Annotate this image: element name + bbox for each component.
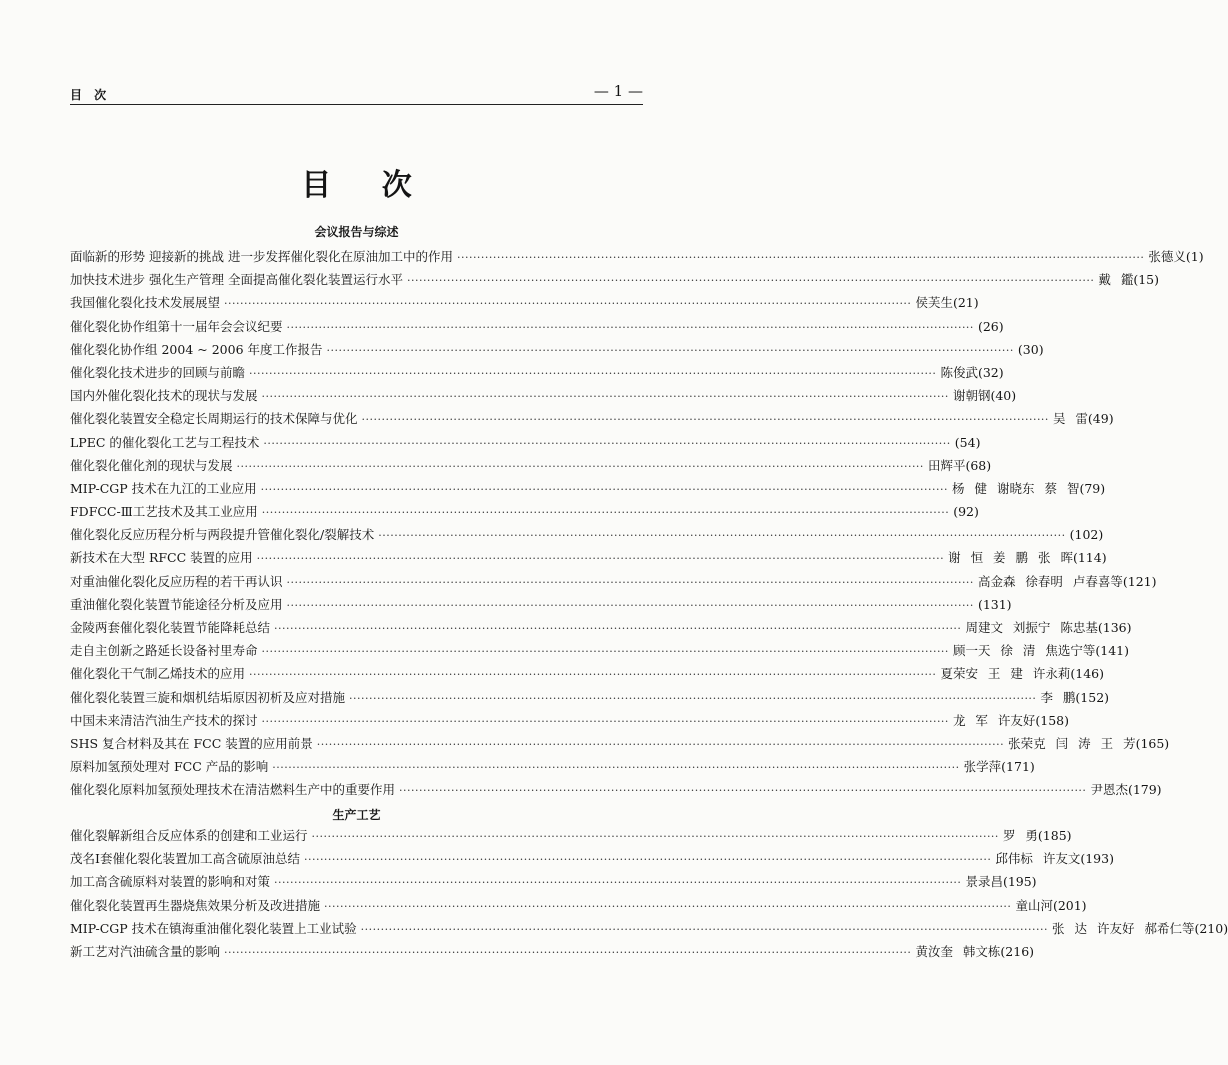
toc-entry-author-page: 尹恩杰(179) bbox=[1090, 782, 1162, 798]
toc-entry-title: 催化裂化协作组第十一届年会会议纪要 bbox=[70, 318, 283, 334]
toc-entry-title: 加快技术进步 强化生产管理 全面提高催化裂化装置运行水平 bbox=[70, 272, 403, 288]
toc-entry-title: 面临新的形势 迎接新的挑战 进一步发挥催化裂化在原油加工中的作用 bbox=[70, 249, 453, 264]
dot-leader bbox=[249, 663, 936, 686]
toc-entry-author-page: 黄汝奎 韩文栋(216) bbox=[915, 943, 1035, 959]
toc-entry[interactable] bbox=[70, 593, 1012, 616]
dot-leader bbox=[287, 594, 974, 617]
running-header bbox=[70, 80, 643, 106]
toc-entry-author-page: 童山河(201) bbox=[1015, 897, 1087, 913]
dot-leader bbox=[257, 547, 944, 570]
toc-entry-title: 原料加氢预处理对 FCC 产品的影响 bbox=[70, 759, 269, 775]
toc-entry-author-page: 张 达 许友好 郝希仁等(210) bbox=[1052, 920, 1228, 936]
section-heading-process: 生产工艺 bbox=[332, 808, 381, 822]
toc-entry-author-page: 张荣克 闫 涛 王 芳(165) bbox=[1008, 735, 1170, 751]
toc-entry[interactable] bbox=[70, 338, 1044, 361]
toc-entry-title: 茂名Ⅰ套催化裂化装置加工高含硫原油总结 bbox=[70, 851, 300, 867]
toc-entry-author-page: 吴 雷(49) bbox=[1052, 411, 1114, 427]
toc-entry-title: 新技术在大型 RFCC 装置的应用 bbox=[70, 550, 253, 566]
toc-entry[interactable] bbox=[70, 361, 1004, 384]
dot-leader bbox=[262, 501, 949, 524]
dot-leader bbox=[287, 571, 974, 594]
toc-entry-title: 催化裂化原料加氢预处理技术在清洁燃料生产中的重要作用 bbox=[70, 782, 396, 798]
toc-entry-author-page: (26) bbox=[977, 318, 1004, 334]
dot-leader bbox=[262, 385, 949, 408]
dot-leader bbox=[272, 756, 959, 779]
toc-entry-title: MIP-CGP 技术在九江的工业应用 bbox=[70, 480, 257, 496]
toc-entry-title: 国内外催化裂化技术的现状与发展 bbox=[70, 388, 258, 404]
toc-entry[interactable] bbox=[70, 384, 1017, 407]
dot-leader bbox=[261, 478, 948, 501]
dot-leader bbox=[237, 455, 924, 478]
toc-entry-title: 中国未来清洁汽油生产技术的探讨 bbox=[70, 712, 258, 728]
toc-entry-title: 走自主创新之路延长设备衬里寿命 bbox=[70, 643, 258, 659]
toc-entry-title: 催化裂化装置安全稳定长周期运行的技术保障与优化 bbox=[70, 411, 358, 427]
toc-entry-author-page: 夏荣安 王 建 许永莉(146) bbox=[940, 666, 1104, 682]
toc-entry-author-page: 李 鹏(152) bbox=[1040, 689, 1110, 705]
dot-leader bbox=[274, 617, 961, 640]
toc-entry-author-page: 陈俊武(32) bbox=[940, 364, 1004, 380]
section-heading-reports: 会议报告与综述 bbox=[314, 225, 399, 239]
header-rule bbox=[70, 104, 643, 105]
toc-entry-title: 我国催化裂化技术发展展望 bbox=[70, 295, 221, 311]
toc-entry-title: 催化裂化装置三旋和烟机结垢原因初析及应对措施 bbox=[70, 689, 346, 705]
toc-entry[interactable] bbox=[70, 917, 1228, 940]
toc-entry[interactable] bbox=[70, 431, 981, 454]
toc-entry[interactable] bbox=[70, 709, 1069, 732]
toc-entry-title: 加工高含硫原料对装置的影响和对策 bbox=[70, 874, 271, 890]
toc-entry-title: SHS 复合材料及其在 FCC 装置的应用前景 bbox=[70, 735, 313, 751]
toc-entry[interactable] bbox=[70, 639, 1129, 662]
dot-leader bbox=[304, 848, 991, 871]
toc-entry-author-page: 张学萍(171) bbox=[963, 759, 1035, 775]
toc-entry[interactable] bbox=[70, 454, 992, 477]
dot-leader bbox=[287, 316, 974, 339]
toc-entry-author-page: 邱伟标 许友文(193) bbox=[995, 851, 1114, 867]
dot-leader bbox=[457, 246, 1144, 269]
dot-leader bbox=[317, 733, 1004, 756]
toc-entry-author-page: (92) bbox=[953, 504, 979, 520]
toc-entry[interactable] bbox=[70, 894, 1087, 917]
dot-leader bbox=[407, 269, 1094, 292]
toc-entry[interactable] bbox=[70, 407, 1114, 430]
toc-entry-title: 金陵两套催化裂化装置节能降耗总结 bbox=[70, 620, 271, 635]
toc-entry-author-page: (102) bbox=[1069, 527, 1104, 543]
toc-list-process bbox=[70, 824, 1228, 963]
toc-entry[interactable] bbox=[70, 546, 1107, 569]
toc-entry[interactable] bbox=[70, 662, 1104, 685]
toc-entry-author-page: 周建文 刘振宁 陈忠基(136) bbox=[965, 620, 1132, 635]
toc-entry-author-page: 戴 鑑(15) bbox=[1098, 272, 1160, 288]
dot-leader bbox=[312, 825, 999, 848]
dot-leader bbox=[224, 292, 911, 315]
toc-entry[interactable] bbox=[70, 268, 1160, 291]
toc-entry[interactable] bbox=[70, 291, 979, 314]
toc-entry-title: 催化裂化反应历程分析与两段提升管催化裂化/裂解技术 bbox=[70, 527, 375, 543]
toc-entry[interactable] bbox=[70, 940, 1035, 963]
toc-entry-title: FDFCC-Ⅲ工艺技术及其工业应用 bbox=[70, 504, 258, 520]
toc-entry-author-page: 顾一天 徐 清 焦选宁等(141) bbox=[952, 643, 1129, 659]
toc-entry-author-page: 龙 军 许友好(158) bbox=[952, 712, 1069, 728]
dot-leader bbox=[378, 524, 1065, 547]
toc-entry-author-page: (54) bbox=[954, 434, 981, 450]
dot-leader bbox=[249, 362, 936, 385]
dot-leader bbox=[362, 408, 1049, 431]
toc-entry[interactable] bbox=[70, 500, 979, 523]
toc-entry-author-page: 景录昌(195) bbox=[965, 874, 1037, 890]
toc-entry[interactable] bbox=[70, 870, 1037, 893]
page-number: — 1 — bbox=[593, 82, 643, 100]
toc-entry-author-page: 杨 健 谢晓东 蔡 智(79) bbox=[952, 480, 1106, 496]
toc-entry-title: 催化裂化协作组 2004 ~ 2006 年度工作报告 bbox=[70, 341, 323, 357]
toc-entry-title: 对重油催化裂化反应历程的若干再认识 bbox=[70, 573, 283, 589]
toc-entry-title: 催化裂化技术进步的回顾与前瞻 bbox=[70, 364, 246, 380]
dot-leader bbox=[349, 687, 1036, 710]
toc-entry-author-page: (30) bbox=[1017, 341, 1044, 357]
toc-entry-title: 催化裂化催化剂的现状与发展 bbox=[70, 457, 233, 473]
dot-leader bbox=[262, 640, 949, 663]
toc-entry[interactable] bbox=[70, 616, 1132, 639]
toc-entry-title: 催化裂解新组合反应体系的创建和工业运行 bbox=[70, 828, 308, 843]
toc-entry-title: 重油催化裂化装置节能途径分析及应用 bbox=[70, 596, 283, 612]
toc-entry-author-page: 罗 勇(185) bbox=[1002, 828, 1072, 843]
dot-leader bbox=[262, 710, 949, 733]
toc-entry[interactable] bbox=[70, 315, 1004, 338]
toc-entry-title: LPEC 的催化裂化工艺与工程技术 bbox=[70, 434, 260, 450]
toc-entry-title: MIP-CGP 技术在镇海重油催化裂化装置上工业试验 bbox=[70, 920, 357, 936]
toc-entry[interactable] bbox=[70, 755, 1035, 778]
dot-leader bbox=[361, 918, 1048, 941]
dot-leader bbox=[224, 941, 911, 964]
dot-leader bbox=[324, 895, 1011, 918]
toc-entry[interactable] bbox=[70, 523, 1104, 546]
dot-leader bbox=[274, 871, 961, 894]
toc-entry-author-page: 侯芙生(21) bbox=[915, 295, 979, 311]
toc-entry-author-page: 高金森 徐春明 卢春喜等(121) bbox=[977, 573, 1157, 589]
page-title: 目 次 bbox=[301, 168, 412, 203]
toc-entry-author-page: 谢 恒 姜 鹏 张 晖(114) bbox=[948, 550, 1107, 566]
toc-entry-title: 催化裂化干气制乙烯技术的应用 bbox=[70, 666, 246, 682]
toc-entry[interactable] bbox=[70, 778, 1162, 801]
toc-entry-author-page: 张德义(1) bbox=[1148, 249, 1204, 264]
toc-entry[interactable] bbox=[70, 686, 1110, 709]
toc-entry[interactable] bbox=[70, 477, 1106, 500]
dot-leader bbox=[399, 779, 1086, 802]
toc-entry-title: 新工艺对汽油硫含量的影响 bbox=[70, 943, 221, 959]
toc-entry[interactable] bbox=[70, 570, 1157, 593]
toc-entry[interactable] bbox=[70, 732, 1170, 755]
toc-entry[interactable] bbox=[70, 245, 1204, 268]
dot-leader bbox=[327, 339, 1014, 362]
toc-entry-author-page: 田辉平(68) bbox=[927, 457, 992, 473]
toc-entry[interactable] bbox=[70, 824, 1072, 847]
toc-entry[interactable] bbox=[70, 847, 1114, 870]
toc-entry-author-page: (131) bbox=[977, 596, 1012, 612]
toc-list-reports bbox=[70, 245, 1204, 802]
header-section-label: 目 次 bbox=[70, 88, 111, 102]
toc-entry-author-page: 谢朝钢(40) bbox=[952, 388, 1017, 404]
toc-entry-title: 催化裂化装置再生器烧焦效果分析及改进措施 bbox=[70, 897, 321, 913]
dot-leader bbox=[263, 432, 950, 455]
